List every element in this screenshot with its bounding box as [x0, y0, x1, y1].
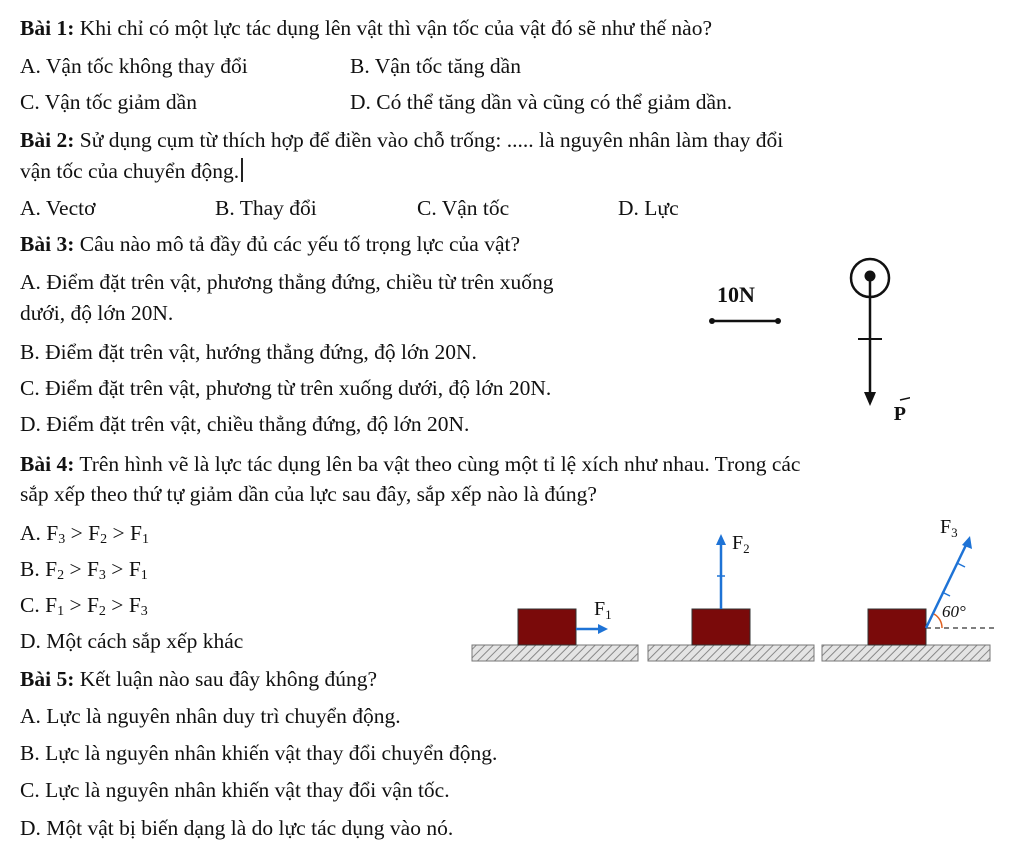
ground-1: [472, 645, 638, 661]
text-cursor: [241, 158, 243, 182]
q5-option-a: A. Lực là nguyên nhân duy trì chuyển động.: [20, 704, 401, 728]
force-f1-arrowhead: [598, 624, 608, 634]
vector-label-bar: [900, 395, 910, 400]
question-4-label: Bài 4:: [20, 452, 75, 476]
weight-vector-figure: [700, 252, 910, 432]
block-3: [868, 609, 926, 645]
force-symbol: F: [86, 593, 99, 617]
scale-start-dot: [709, 318, 715, 324]
force-symbol: F: [128, 593, 141, 617]
force-subscript: 2: [57, 568, 65, 583]
question-1-label: Bài 1:: [20, 16, 75, 40]
force-symbol: F: [130, 521, 142, 545]
force-subscript: 1: [140, 568, 148, 583]
question-5-stem: [20, 665, 377, 693]
force-symbol: F: [88, 521, 101, 545]
force-symbol: F: [86, 557, 99, 581]
question-4-stem: [20, 450, 800, 478]
q4-option-d: D. Một cách sắp xếp khác: [20, 629, 244, 653]
angle-label: 60°: [942, 602, 966, 621]
opt-prefix: B.: [20, 557, 46, 581]
question-4-stem-line2: sắp xếp theo thứ tự giảm dần của lực sau đây, sắp xếp nào là đúng?: [20, 482, 597, 506]
force-f3-tick-2: [957, 563, 965, 567]
greater-than: >: [64, 557, 87, 581]
question-2-label: Bài 2:: [20, 128, 75, 152]
question-2-text-2: vận tốc của chuyển động.: [20, 159, 240, 183]
force-subscript: 3: [98, 568, 106, 583]
question-3-text: Câu nào mô tả đầy đủ các yếu tố trọng lực của vật?: [74, 232, 521, 256]
q4-option-b: [20, 555, 148, 590]
ground-3: [822, 645, 990, 661]
q3-option-a-line2: dưới, độ lớn 20N.: [20, 301, 174, 325]
question-3-label: Bài 3:: [20, 232, 75, 256]
force-symbol: F: [46, 521, 59, 545]
q3-option-b: B. Điểm đặt trên vật, hướng thẳng đứng, độ lớn 20N.: [20, 340, 477, 364]
force-symbol: F: [45, 557, 58, 581]
force-subscript: 2: [100, 532, 108, 547]
weight-vector-label: P: [893, 403, 906, 425]
greater-than: >: [105, 557, 129, 581]
question-1-stem: [20, 14, 712, 42]
question-2-text: Sử dụng cụm từ thích hợp để điền vào chỗ trống: ..... là nguyên nhân làm thay đổi: [74, 128, 784, 152]
force-f2-label: $F_2$: [732, 532, 750, 556]
question-4-text: Trên hình vẽ là lực tác dụng lên ba vật theo cùng một tỉ lệ xích như nhau. Trong các: [74, 452, 801, 476]
weight-vector-arrowhead: [864, 392, 876, 406]
forces-figure: [470, 515, 1000, 667]
q5-option-c: C. Lực là nguyên nhân khiến vật thay đổi vận tốc.: [20, 778, 450, 802]
application-point: [865, 271, 876, 282]
q1-option-a: A. Vận tốc không thay đổi: [20, 54, 248, 78]
opt-prefix: C.: [20, 593, 46, 617]
force-f1-label: $F_1$: [594, 598, 612, 622]
question-2-stem: [20, 126, 783, 154]
q3-option-d: D. Điểm đặt trên vật, chiều thẳng đứng, độ lớn 20N.: [20, 412, 470, 436]
force-subscript: 1: [57, 604, 65, 619]
greater-than: >: [107, 521, 130, 545]
force-f3-arrowhead: [962, 536, 972, 549]
force-f3-label: $F_3$: [940, 516, 958, 540]
q4-option-c: [20, 591, 148, 626]
force-subscript: 2: [98, 604, 106, 619]
greater-than: >: [64, 593, 87, 617]
force-symbol: F: [45, 593, 58, 617]
opt-prefix: A.: [20, 521, 47, 545]
scale-end-dot: [775, 318, 781, 324]
question-5-label: Bài 5:: [20, 667, 75, 691]
force-subscript: 1: [141, 532, 149, 547]
q3-option-a: A. Điểm đặt trên vật, phương thẳng đứng, chiều từ trên xuống: [20, 270, 554, 294]
greater-than: >: [65, 521, 89, 545]
scale-label: 10N: [717, 282, 755, 307]
angle-arc: [934, 614, 942, 628]
q2-option-a: A. Vectơ: [20, 196, 96, 220]
question-1-text: Khi chỉ có một lực tác dụng lên vật thì vận tốc của vật đó sẽ như thế nào?: [74, 16, 713, 40]
q2-option-c: C. Vận tốc: [417, 196, 510, 220]
q2-option-b: B. Thay đổi: [215, 196, 317, 220]
q1-option-c: C. Vận tốc giảm dần: [20, 90, 197, 114]
question-5-text: Kết luận nào sau đây không đúng?: [74, 667, 378, 691]
question-3-stem: [20, 230, 520, 258]
block-2: [692, 609, 750, 645]
force-f2-arrowhead: [716, 534, 726, 545]
question-2-stem-line2[interactable]: [20, 157, 243, 185]
q5-option-b: B. Lực là nguyên nhân khiến vật thay đổi chuyển động.: [20, 741, 498, 765]
force-symbol: F: [128, 557, 141, 581]
q5-option-d: D. Một vật bị biến dạng là do lực tác dụng vào nó.: [20, 816, 454, 840]
q1-option-d: D. Có thể tăng dần và cũng có thể giảm dần.: [350, 90, 733, 114]
q1-option-b: B. Vận tốc tăng dần: [350, 54, 521, 78]
q3-option-c: C. Điểm đặt trên vật, phương từ trên xuống dưới, độ lớn 20N.: [20, 376, 552, 400]
force-subscript: 3: [140, 604, 148, 619]
force-subscript: 3: [58, 532, 66, 547]
ground-2: [648, 645, 814, 661]
q4-option-a: [20, 519, 149, 554]
block-1: [518, 609, 576, 645]
greater-than: >: [105, 593, 129, 617]
q2-option-d: D. Lực: [618, 196, 679, 220]
